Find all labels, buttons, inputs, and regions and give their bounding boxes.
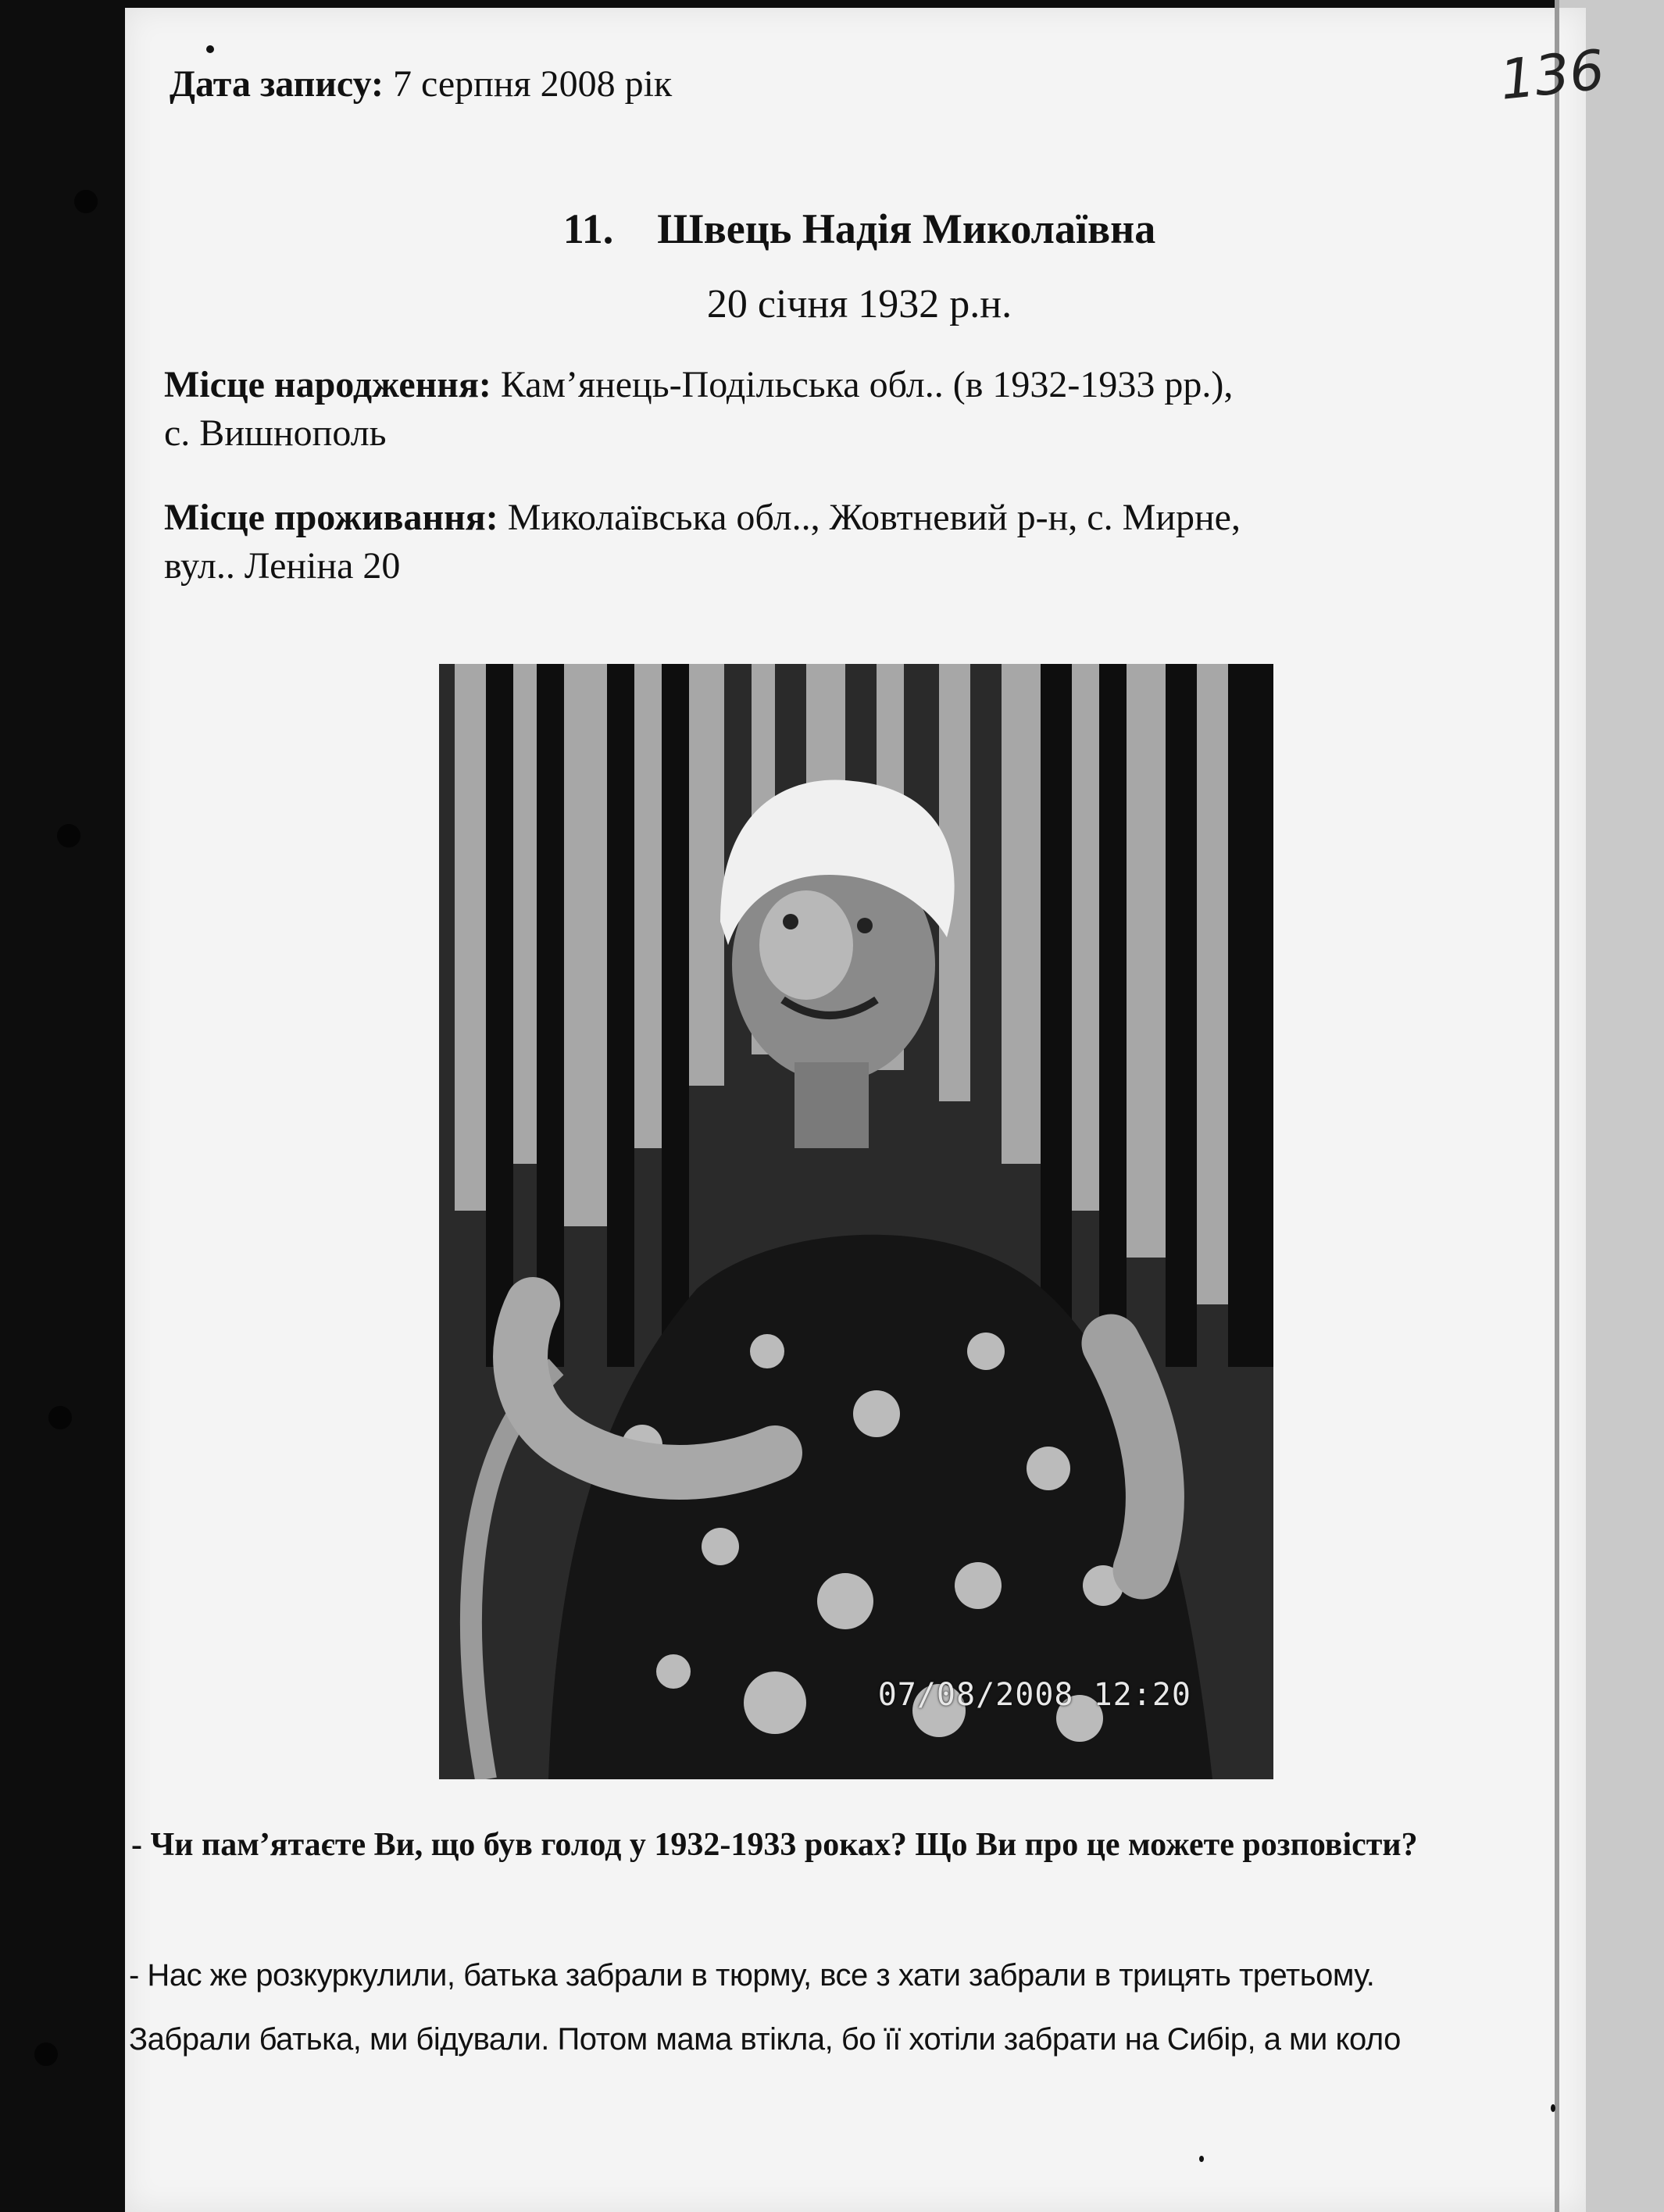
scan-speck — [206, 45, 214, 53]
person-name: Швець Надія Миколаївна — [657, 205, 1156, 252]
punch-hole — [48, 1406, 72, 1429]
person-index: 11. — [562, 205, 614, 252]
portrait-photo — [439, 664, 1273, 1779]
residence-line2: вул.. Леніна 20 — [164, 545, 401, 587]
portrait-illustration — [439, 664, 1273, 1779]
person-title — [0, 205, 1664, 253]
birthplace-block — [164, 361, 1492, 458]
answer-line-2: Забрали батька, ми бідували. Потом мама втікла, бо її хотіли забрати на Сибір, а ми коло — [129, 2022, 1401, 2057]
interview-question: - Чи пам’ятаєте Ви, що був голод у 1932-1933 роках? Що Ви про це можете розповісти? — [131, 1827, 1418, 1863]
record-date-label: Дата запису: — [170, 63, 384, 105]
page-edge-line — [1555, 0, 1559, 2212]
interview-answer — [129, 1943, 1582, 2071]
photo-timestamp: 07/08/2008 12:20 — [877, 1677, 1191, 1713]
birthplace-line1: Кам’янець-Подільська обл.. (в 1932-1933 рр.), — [500, 364, 1234, 405]
record-date — [170, 62, 672, 105]
person-birthdate: 20 січня 1932 р.н. — [706, 282, 1012, 326]
birthplace-line2: с. Вишнополь — [164, 412, 387, 454]
record-date-value: 7 серпня 2008 рік — [392, 63, 673, 105]
answer-line-1: - Нас же розкуркулили, батька забрали в тюрму, все з хати забрали в трицять третьому. — [129, 1958, 1375, 1993]
residence-block — [164, 494, 1492, 590]
punch-hole — [57, 824, 80, 847]
scan-speck — [1551, 2104, 1555, 2112]
residence-label: Місце проживання: — [164, 497, 498, 538]
residence-line1: Миколаївська обл.., Жовтневий р-н, с. Мирне, — [507, 497, 1241, 538]
handwritten-page-number: 136 — [1497, 37, 1608, 112]
scan-speck — [1199, 2156, 1204, 2162]
punch-hole — [34, 2043, 58, 2066]
birthplace-label: Місце народження: — [164, 364, 491, 405]
